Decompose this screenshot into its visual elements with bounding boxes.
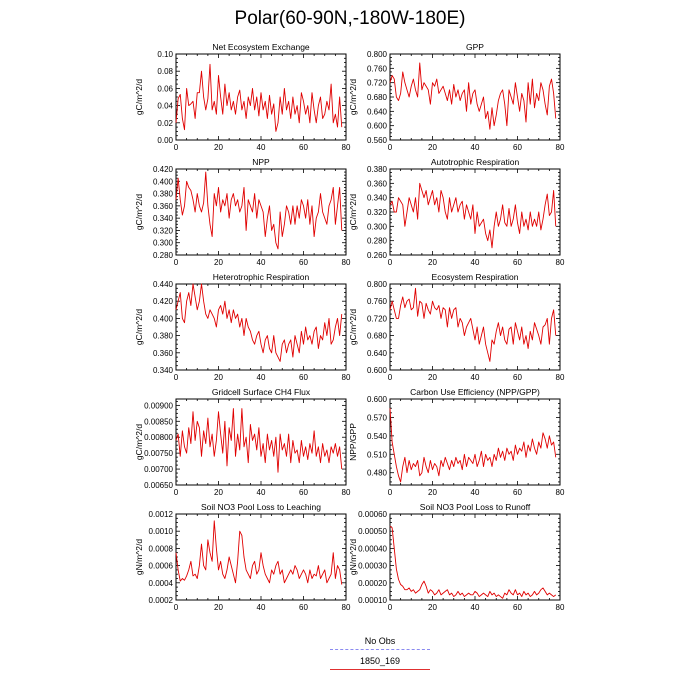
y-tick-label: 0.0012 bbox=[148, 510, 173, 519]
y-tick-label: 0.0008 bbox=[148, 544, 173, 554]
series-line bbox=[176, 409, 342, 473]
x-tick-label: 20 bbox=[428, 143, 437, 152]
y-axis-label: gN/m^2/d bbox=[134, 538, 144, 576]
legend-line-1850-169 bbox=[330, 669, 430, 670]
y-tick-label: 0.300 bbox=[152, 238, 173, 248]
panel-carbon-use-efficiency-npp-gpp bbox=[348, 387, 565, 497]
y-tick-label: 0.510 bbox=[366, 450, 387, 460]
x-tick-label: 60 bbox=[513, 603, 522, 612]
x-tick-label: 40 bbox=[256, 258, 266, 267]
y-tick-label: 0.260 bbox=[366, 251, 387, 260]
series-line bbox=[176, 284, 342, 361]
y-tick-label: 0.0006 bbox=[148, 561, 173, 571]
x-tick-label: 60 bbox=[513, 143, 522, 152]
plot-frame bbox=[176, 399, 346, 485]
x-tick-label: 0 bbox=[173, 143, 179, 152]
panel-title: Ecosystem Respiration bbox=[431, 272, 519, 282]
x-tick-label: 0 bbox=[387, 373, 393, 382]
x-tick-label: 0 bbox=[173, 603, 179, 612]
plot-frame bbox=[390, 514, 560, 600]
series-line bbox=[390, 526, 556, 598]
x-tick-label: 20 bbox=[214, 258, 223, 267]
y-tick-label: 0.0010 bbox=[148, 527, 173, 537]
y-tick-label: 0.600 bbox=[366, 395, 387, 404]
x-tick-label: 80 bbox=[341, 488, 351, 497]
x-tick-label: 0 bbox=[173, 488, 179, 497]
y-tick-label: 0.760 bbox=[366, 297, 387, 307]
panel-title: Autotrophic Respiration bbox=[430, 157, 520, 167]
y-axis-label: gC/m^2/d bbox=[134, 423, 144, 461]
y-tick-label: 0.00750 bbox=[144, 449, 173, 459]
series-line bbox=[390, 408, 556, 482]
y-tick-label: 0.720 bbox=[366, 78, 387, 88]
x-tick-label: 40 bbox=[470, 143, 480, 152]
plot-frame bbox=[176, 284, 346, 370]
panel-title: Soil NO3 Pool Loss to Runoff bbox=[419, 502, 531, 512]
x-tick-label: 40 bbox=[256, 143, 266, 152]
panel-autotrophic-respiration bbox=[348, 157, 565, 267]
x-tick-label: 80 bbox=[341, 603, 351, 612]
plot-frame bbox=[390, 399, 560, 485]
y-tick-label: 0.280 bbox=[366, 236, 387, 246]
y-tick-label: 0.00010 bbox=[358, 596, 387, 605]
y-tick-label: 0.00040 bbox=[358, 544, 387, 554]
y-tick-label: 0.00650 bbox=[144, 481, 173, 490]
y-tick-label: 0.400 bbox=[152, 177, 173, 187]
x-tick-label: 0 bbox=[387, 488, 393, 497]
plot-frame bbox=[390, 284, 560, 370]
y-tick-label: 0.560 bbox=[366, 136, 387, 145]
y-tick-label: 0.680 bbox=[366, 93, 387, 102]
x-tick-label: 0 bbox=[387, 143, 393, 152]
x-tick-label: 60 bbox=[513, 373, 522, 382]
x-tick-label: 0 bbox=[173, 373, 179, 382]
y-tick-label: 0.570 bbox=[366, 413, 387, 423]
y-tick-label: 0.340 bbox=[366, 193, 387, 203]
panel-title: NPP bbox=[252, 157, 270, 167]
series-line bbox=[390, 288, 556, 361]
x-tick-label: 80 bbox=[555, 603, 565, 612]
series-line bbox=[176, 64, 342, 131]
y-tick-label: 0.0004 bbox=[148, 578, 173, 588]
y-tick-label: 0.00850 bbox=[144, 417, 173, 427]
y-tick-label: 0.00050 bbox=[358, 527, 387, 537]
x-tick-label: 60 bbox=[299, 143, 308, 152]
plot-frame bbox=[390, 169, 560, 255]
y-tick-label: 0.540 bbox=[366, 431, 387, 441]
series-line bbox=[176, 172, 342, 249]
y-tick-label: 0.400 bbox=[152, 314, 173, 324]
y-tick-label: 0.10 bbox=[157, 50, 173, 59]
x-tick-label: 60 bbox=[299, 258, 308, 267]
panel-title: Gridcell Surface CH4 Flux bbox=[211, 387, 311, 397]
x-tick-label: 80 bbox=[555, 258, 565, 267]
x-tick-label: 20 bbox=[428, 258, 437, 267]
x-tick-label: 60 bbox=[299, 603, 308, 612]
y-tick-label: 0.360 bbox=[366, 179, 387, 189]
x-tick-label: 80 bbox=[341, 373, 351, 382]
y-tick-label: 0.00700 bbox=[144, 465, 173, 475]
y-tick-label: 0.320 bbox=[152, 226, 173, 236]
x-tick-label: 20 bbox=[428, 488, 437, 497]
y-tick-label: 0.360 bbox=[152, 201, 173, 211]
y-tick-label: 0.640 bbox=[366, 107, 387, 117]
series-line bbox=[390, 183, 556, 248]
y-tick-label: 0.600 bbox=[366, 366, 387, 375]
panel-soil-no3-pool-loss-to-runoff bbox=[348, 502, 565, 612]
y-tick-label: 0.00 bbox=[157, 136, 173, 145]
x-tick-label: 20 bbox=[214, 603, 223, 612]
legend-label-1850-169: 1850_169 bbox=[359, 656, 401, 666]
panel-title: Carbon Use Efficiency (NPP/GPP) bbox=[410, 387, 540, 397]
y-tick-label: 0.0002 bbox=[148, 596, 173, 605]
panel-title: Net Ecosystem Exchange bbox=[212, 42, 310, 52]
y-tick-label: 0.600 bbox=[366, 121, 387, 131]
x-tick-label: 20 bbox=[214, 373, 223, 382]
y-tick-label: 0.02 bbox=[157, 118, 173, 128]
y-tick-label: 0.680 bbox=[366, 331, 387, 341]
y-tick-label: 0.340 bbox=[152, 366, 173, 375]
series-line bbox=[176, 521, 342, 585]
x-tick-label: 60 bbox=[513, 258, 522, 267]
y-tick-label: 0.800 bbox=[366, 50, 387, 59]
y-tick-label: 0.640 bbox=[366, 348, 387, 358]
panel-gpp bbox=[348, 42, 565, 152]
series-line bbox=[390, 63, 556, 129]
y-tick-label: 0.00900 bbox=[144, 401, 173, 411]
y-axis-label: gN/m^2/d bbox=[348, 538, 358, 576]
panel-title: GPP bbox=[466, 42, 484, 52]
x-tick-label: 80 bbox=[341, 258, 351, 267]
y-tick-label: 0.760 bbox=[366, 64, 387, 74]
x-tick-label: 0 bbox=[173, 258, 179, 267]
y-axis-label: gC/m^2/d bbox=[134, 78, 144, 116]
y-tick-label: 0.340 bbox=[152, 214, 173, 224]
x-tick-label: 0 bbox=[387, 258, 393, 267]
panel-npp bbox=[134, 157, 351, 267]
y-tick-label: 0.380 bbox=[152, 189, 173, 199]
x-tick-label: 40 bbox=[470, 258, 480, 267]
y-tick-label: 0.300 bbox=[366, 222, 387, 232]
y-axis-label: NPP/GPP bbox=[348, 423, 358, 461]
panel-gridcell-surface-ch4-flux bbox=[134, 387, 351, 497]
x-tick-label: 20 bbox=[428, 373, 437, 382]
x-tick-label: 0 bbox=[387, 603, 393, 612]
x-tick-label: 20 bbox=[214, 488, 223, 497]
y-tick-label: 0.00800 bbox=[144, 433, 173, 443]
page-title: Polar(60-90N,-180W-180E) bbox=[234, 8, 466, 29]
x-tick-label: 60 bbox=[513, 488, 522, 497]
y-tick-label: 0.320 bbox=[366, 208, 387, 217]
panel-heterotrophic-respiration bbox=[134, 272, 351, 382]
legend-line-no-obs bbox=[330, 649, 430, 650]
x-tick-label: 60 bbox=[299, 373, 308, 382]
plot-frame bbox=[176, 514, 346, 600]
y-tick-label: 0.04 bbox=[157, 101, 173, 111]
y-tick-label: 0.08 bbox=[157, 67, 173, 77]
x-tick-label: 80 bbox=[555, 373, 565, 382]
y-axis-label: gC/m^2/d bbox=[348, 78, 358, 116]
y-tick-label: 0.720 bbox=[366, 314, 387, 324]
y-tick-label: 0.00020 bbox=[358, 578, 387, 588]
y-axis-label: gC/m^2/d bbox=[134, 193, 144, 231]
y-tick-label: 0.06 bbox=[157, 84, 173, 94]
x-tick-label: 40 bbox=[470, 373, 480, 382]
legend bbox=[330, 636, 430, 670]
x-tick-label: 80 bbox=[341, 143, 351, 152]
y-tick-label: 0.00060 bbox=[358, 510, 387, 519]
y-tick-label: 0.00030 bbox=[358, 561, 387, 571]
y-tick-label: 0.800 bbox=[366, 280, 387, 289]
x-tick-label: 40 bbox=[256, 373, 266, 382]
panel-soil-no3-pool-loss-to-leaching bbox=[134, 502, 351, 612]
y-tick-label: 0.380 bbox=[152, 331, 173, 341]
x-tick-label: 40 bbox=[256, 603, 266, 612]
plot-frame bbox=[390, 54, 560, 140]
x-tick-label: 80 bbox=[555, 143, 565, 152]
y-tick-label: 0.420 bbox=[152, 297, 173, 307]
y-axis-label: gC/m^2/d bbox=[348, 308, 358, 346]
x-tick-label: 40 bbox=[470, 488, 480, 497]
y-axis-label: gC/m^2/d bbox=[348, 193, 358, 231]
panel-title: Heterotrophic Respiration bbox=[212, 272, 310, 282]
y-axis-label: gC/m^2/d bbox=[134, 308, 144, 346]
y-tick-label: 0.280 bbox=[152, 251, 173, 260]
panel-net-ecosystem-exchange bbox=[134, 42, 351, 152]
panel-ecosystem-respiration bbox=[348, 272, 565, 382]
y-tick-label: 0.480 bbox=[366, 468, 387, 478]
x-tick-label: 80 bbox=[555, 488, 565, 497]
y-tick-label: 0.380 bbox=[366, 165, 387, 174]
legend-label-no-obs: No Obs bbox=[364, 636, 396, 646]
y-tick-label: 0.440 bbox=[152, 280, 173, 289]
x-tick-label: 60 bbox=[299, 488, 308, 497]
y-tick-label: 0.360 bbox=[152, 348, 173, 358]
x-tick-label: 20 bbox=[214, 143, 223, 152]
y-tick-label: 0.420 bbox=[152, 165, 173, 174]
panel-title: Soil NO3 Pool Loss to Leaching bbox=[200, 502, 322, 512]
x-tick-label: 20 bbox=[428, 603, 437, 612]
x-tick-label: 40 bbox=[470, 603, 480, 612]
x-tick-label: 40 bbox=[256, 488, 266, 497]
